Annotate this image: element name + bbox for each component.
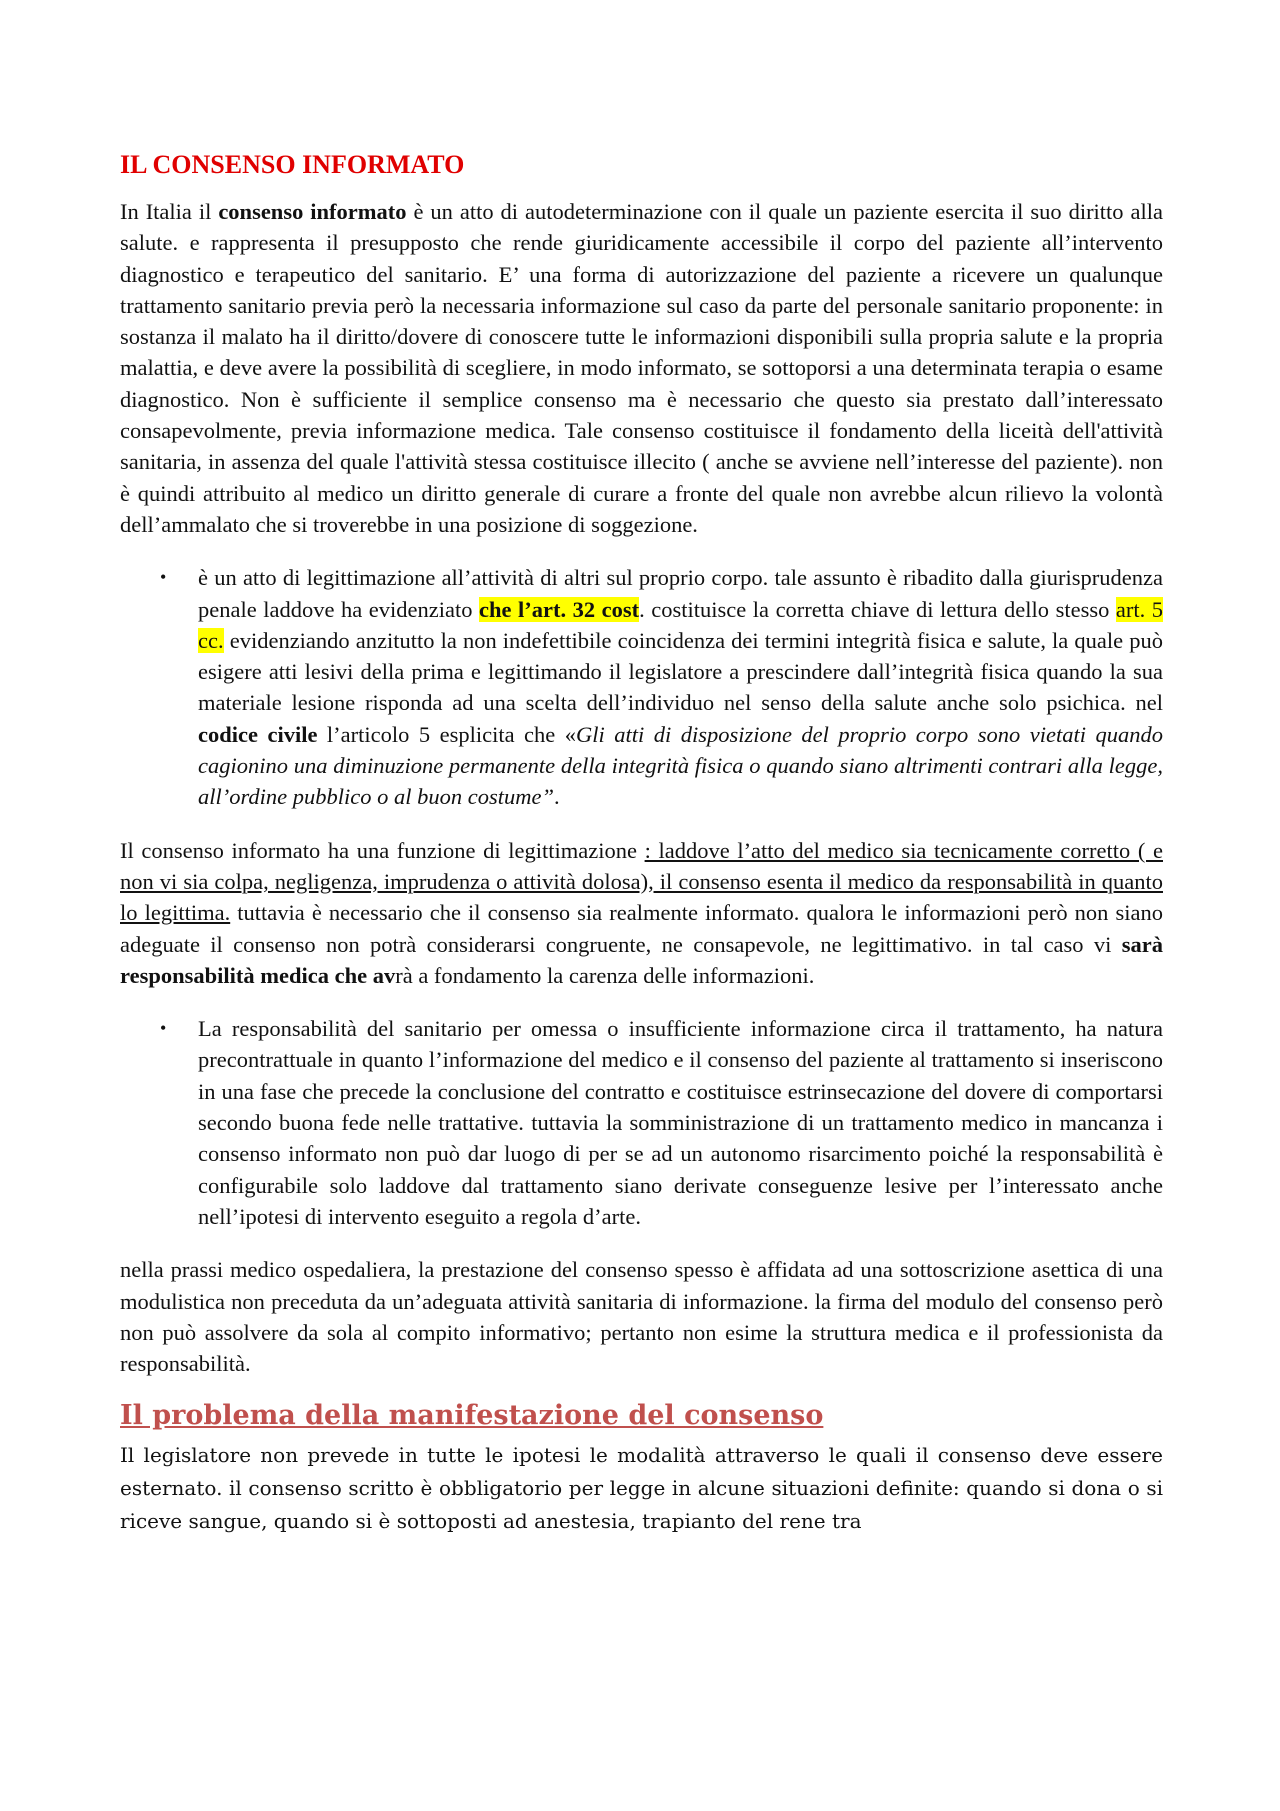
paragraph-practice: nella prassi medico ospedaliera, la prestazione del consenso spesso è affidata ad una sottoscrizione asettica di una modulistica non preceduta da un’adeguata attività sanitaria di informazione. la firma del modulo del consenso però non può assolvere da sola al compito informativo; pertanto non esime la struttura medica e il professionista da responsabilità. <box>120 1257 1163 1377</box>
bullet-icon: • <box>160 1018 167 1039</box>
bullet-list-2 <box>120 1013 1163 1232</box>
italic-quote: Gli atti di disposizione del proprio corpo sono vietati quando cagionino una diminuzione permanente della integrità fisica o quando siano altrimenti contrari alla legge, all’ordine pubblico o al buon costume” <box>198 721 1163 810</box>
section-heading: Il problema della manifestazione del consenso <box>120 1400 824 1432</box>
bullet-icon: • <box>160 567 167 588</box>
text-run: è un atto di legittimazione all’attività di altri sul proprio corpo. tale assunto è ribadito dalla giurisprudenza penale laddove ha evidenziato <box>198 565 1163 622</box>
bold-term: consenso informato <box>218 199 407 224</box>
paragraph-manifestation: Il legislatore non prevede in tutte le ipotesi le modalità attraverso le quali il consenso deve essere esternato. il consenso scritto è obbligatorio per legge in alcune situazioni definite: quando si dona o si riceve sangue, quando si è sottoposti ad anestesia, trapianto del rene tra <box>120 1443 1163 1534</box>
text-run: l’articolo 5 esplicita che « <box>317 721 576 747</box>
document-page <box>120 150 1163 1538</box>
list-item <box>120 1013 1163 1232</box>
bullet-list-1 <box>120 562 1163 812</box>
text-run: In Italia il <box>120 199 219 224</box>
highlight-art32: che l’art. 32 cost <box>478 596 640 622</box>
text-run: evidenziando anzitutto la non indefettibile coincidenza dei termini integrità fisica e salute, la quale può esigere atti lesivi della prima e legittimando il legislatore a prescindere dall’integrità fisica quando la sua materiale lesione risponda ad una scelta dell’individuo nel senso della salute anche solo psichica. nel <box>198 627 1163 716</box>
text-run: rà a fondamento la carenza delle informazioni. <box>395 962 815 988</box>
text-run: è un atto di autodeterminazione con il quale un paziente esercita il suo diritto alla salute. e rappresenta il presupposto che rende giuridicamente accessibile il corpo del paziente all’intervento diagnostico e terapeutico del sanitario. E’ una forma di autorizzazione del paziente a ricevere un qualunque trattamento sanitario previa però la necessaria informazione sul caso da parte del personale sanitario proponente: in sostanza il malato ha il diritto/dovere di conoscere tutte le informazioni disponibili sulla propria salute e la propria malattia, e deve avere la possibilità di scegliere, in modo informato, se sottoporsi a una determinata terapia o esame diagnostico. Non è sufficiente il semplice consenso ma è necessario che questo sia prestato dall’interessato consapevolmente, previa informazione medica. Tale consenso costituisce il fondamento della liceità dell'attività sanitaria, in assenza del quale l'attività stessa costituisce illecito ( anche se avviene nell’interesse del paziente). non è quindi attribuito al medico un diritto generale di curare a fronte del quale non avrebbe alcun rilievo la volontà dell’ammalato che si troverebbe in una posizione di soggezione. <box>120 199 1163 537</box>
text-run: tuttavia è necessario che il consenso sia realmente informato. qualora le informazioni però non siano adeguate il consenso non potrà considerarsi congruente, ne consapevole, ne legittimativo. in tal caso vi <box>120 900 1164 957</box>
bold-term: sarà responsabilità medica che av <box>120 931 1163 988</box>
list-item <box>120 562 1163 812</box>
text-run: . <box>554 784 560 810</box>
document-title: IL CONSENSO INFORMATO <box>120 150 465 179</box>
underlined-text: : laddove l’atto del medico sia tecnicamente corretto ( e non vi sia colpa, negligenza, imprudenza o attività dolosa), il consenso esenta il medico da responsabilità in quanto lo legittima. <box>120 837 1163 926</box>
paragraph-intro <box>120 196 1163 540</box>
text-run: La responsabilità del sanitario per omessa o insufficiente informazione circa il trattamento, ha natura precontrattuale in quanto l’informazione del medico e il consenso del paziente al trattamento si inseriscono in una fase che precede la conclusione del contratto e costituisce estrinsecazione del dovere di comportarsi secondo buona fede nelle trattative. tuttavia la somministrazione di un trattamento medico in mancanza i consenso informato non può dar luogo di per se ad un autonomo risarcimento poiché la responsabilità è configurabile solo laddove dal trattamento siano derivate conseguenze lesive per l’interessato anche nell’ipotesi di intervento eseguito a regola d’arte. <box>198 1016 1163 1229</box>
paragraph-legitimation <box>120 835 1163 991</box>
bold-term: codice civile <box>198 721 318 747</box>
highlight-art5: art. 5 cc. <box>198 596 1163 653</box>
text-run: . costituisce la corretta chiave di lettura dello stesso <box>639 596 1116 622</box>
text-run: Il consenso informato ha una funzione di legittimazione <box>120 837 645 863</box>
